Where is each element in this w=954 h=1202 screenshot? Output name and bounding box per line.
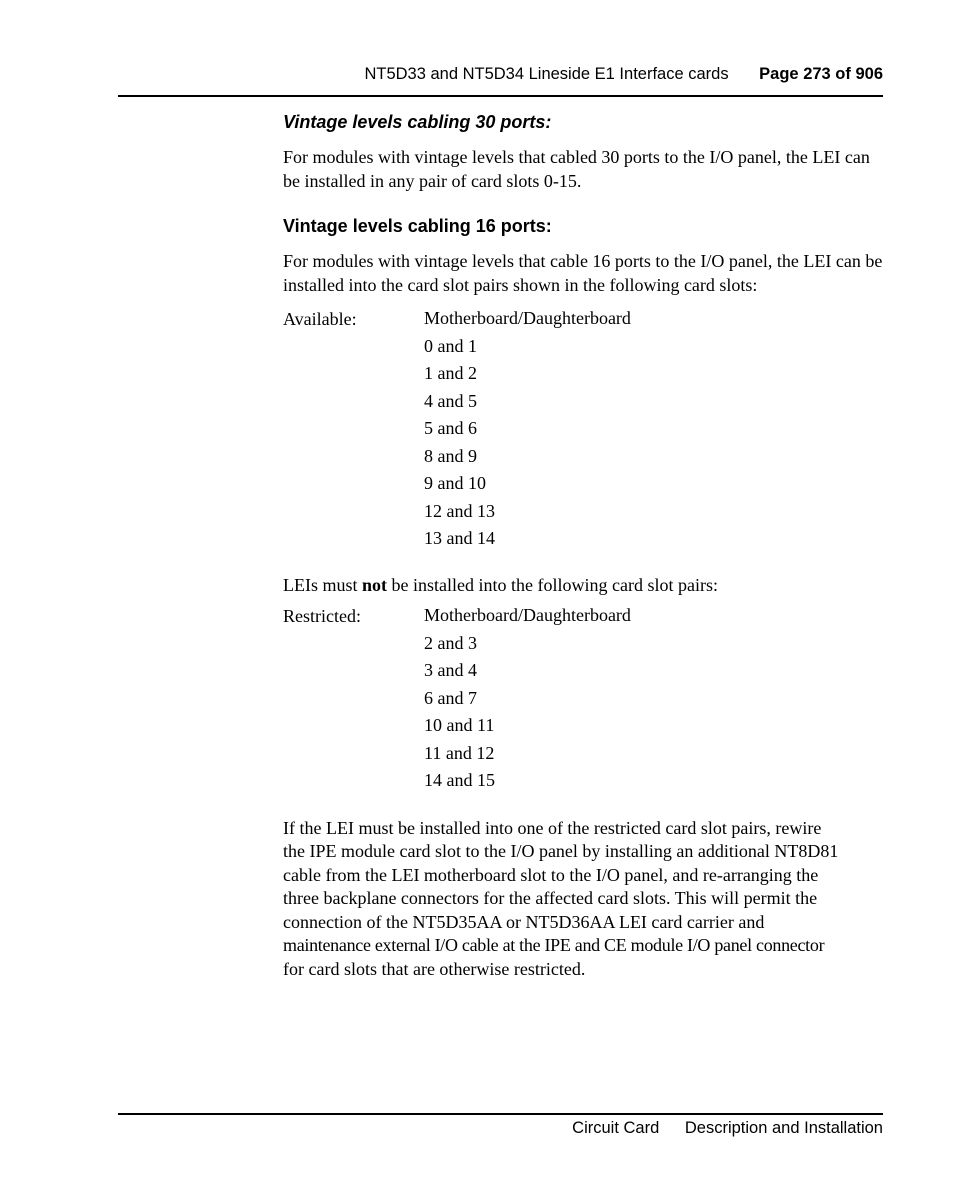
page-number: Page 273 of 906 bbox=[759, 65, 883, 83]
paragraph-line: connection of the NT5D35AA or NT5D36AA LEI card carrier and bbox=[283, 911, 765, 932]
footer-rule bbox=[118, 1113, 883, 1115]
document-title: NT5D33 and NT5D34 Lineside E1 Interface cards bbox=[364, 65, 729, 83]
list-item: Motherboard/Daughterboard bbox=[424, 308, 631, 328]
list-item: 12 and 13 bbox=[424, 500, 495, 521]
restricted-intro bbox=[283, 574, 883, 598]
restricted-intro-emphasis: not bbox=[362, 574, 388, 595]
available-slots bbox=[283, 309, 883, 557]
list-item: 11 and 12 bbox=[424, 742, 495, 763]
list-item: 9 and 10 bbox=[424, 473, 486, 493]
list-item: 5 and 6 bbox=[424, 418, 477, 438]
paragraph-line: three backplane connectors for the affected card slots. This will permit the bbox=[283, 888, 818, 908]
list-item: 2 and 3 bbox=[424, 632, 477, 653]
paragraph-line: the IPE module card slot to the I/O panel by installing an additional NT8D81 bbox=[283, 841, 839, 861]
list-item: 6 and 7 bbox=[424, 687, 477, 708]
footer-left: Circuit Card bbox=[572, 1119, 660, 1137]
paragraph-16-ports: For modules with vintage levels that cable 16 ports to the I/O panel, the LEI can be installed into the card slot pairs shown in the following card slots: bbox=[283, 251, 883, 295]
paragraph-line: cable from the LEI motherboard slot to the I/O panel, and re-arranging the bbox=[283, 864, 819, 885]
page-footer bbox=[572, 1119, 883, 1138]
list-item: 10 and 11 bbox=[424, 715, 495, 735]
restricted-slots bbox=[283, 606, 883, 799]
paragraph-line: maintenance external I/O cable at the IPE and CE module I/O panel connector bbox=[283, 935, 825, 955]
restricted-intro-before: LEIs must bbox=[283, 574, 362, 595]
available-label: Available: bbox=[283, 309, 357, 329]
list-item: 4 and 5 bbox=[424, 390, 477, 411]
paragraph-line: for card slots that are otherwise restricted. bbox=[283, 958, 586, 979]
list-item: 14 and 15 bbox=[424, 770, 495, 790]
restricted-intro-after: be installed into the following card slot pairs: bbox=[387, 574, 718, 595]
list-item: 3 and 4 bbox=[424, 660, 477, 680]
list-item: 8 and 9 bbox=[424, 445, 477, 466]
restricted-list bbox=[424, 606, 883, 799]
page-header bbox=[364, 65, 883, 84]
closing-paragraph bbox=[283, 817, 883, 982]
list-item: 13 and 14 bbox=[424, 528, 495, 548]
list-item: 1 and 2 bbox=[424, 363, 477, 383]
section-heading-16-ports: Vintage levels cabling 16 ports: bbox=[283, 216, 552, 236]
section-heading-30-ports: Vintage levels cabling 30 ports: bbox=[283, 112, 552, 132]
header-rule bbox=[118, 95, 883, 97]
page-body bbox=[283, 112, 883, 981]
list-item: 0 and 1 bbox=[424, 335, 477, 356]
restricted-label: Restricted: bbox=[283, 606, 361, 626]
paragraph-30-ports: For modules with vintage levels that cabled 30 ports to the I/O panel, the LEI can be installed in any pair of card slots 0-15. bbox=[283, 147, 870, 191]
paragraph-line: If the LEI must be installed into one of the restricted card slot pairs, rewire bbox=[283, 817, 822, 838]
list-item: Motherboard/Daughterboard bbox=[424, 605, 631, 625]
footer-right: Description and Installation bbox=[684, 1119, 883, 1137]
available-list bbox=[424, 309, 883, 557]
